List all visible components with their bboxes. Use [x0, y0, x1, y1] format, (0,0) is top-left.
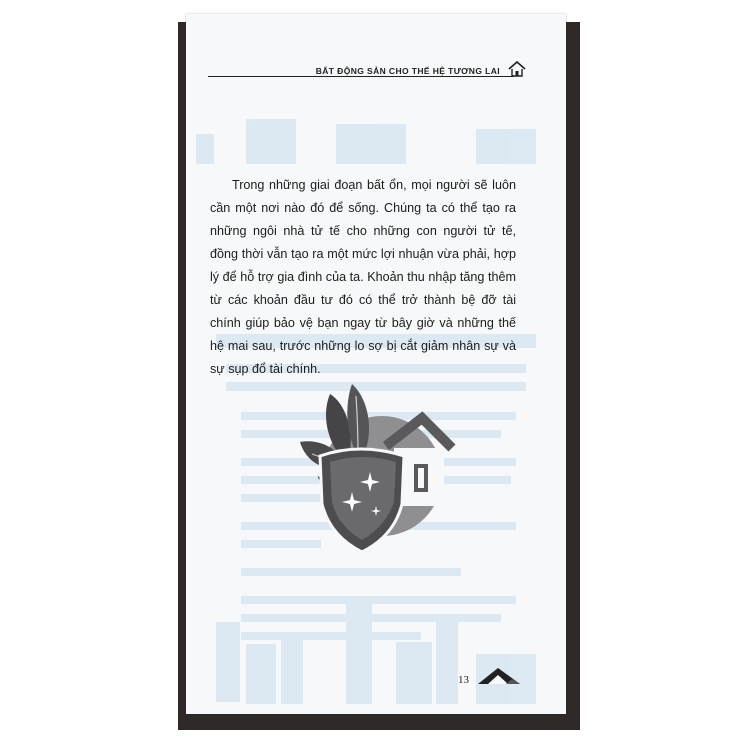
page-number: 13 [458, 674, 469, 686]
book-page [186, 14, 566, 714]
header-divider [208, 76, 514, 77]
mountain-roof-icon [476, 664, 524, 686]
running-header-title: BẤT ĐỘNG SẢN CHO THẾ HỆ TƯƠNG LAI [315, 66, 500, 76]
body-paragraph: Trong những giai đoạn bất ổn, mọi người sẽ luôn cần một nơi nào đó để sống. Chúng ta có thể tạo ra những ngôi nhà tử tế cho những con người tử tế, đồng thời vẫn tạo ra một mức lợi nhuận vừa phải, hợp lý để hỗ trợ gia đình của ta. Khoản thu nhập tăng thêm từ các khoản đầu tư đó có thể trở thành bệ đỡ tài chính giúp bảo vệ bạn ngay từ bây giờ và những thế hệ mai sau, trước những lo sợ bị cắt giảm nhân sự và sự sụp đổ tài chính. [210, 178, 516, 376]
shield-house-plant-icon [290, 376, 460, 556]
